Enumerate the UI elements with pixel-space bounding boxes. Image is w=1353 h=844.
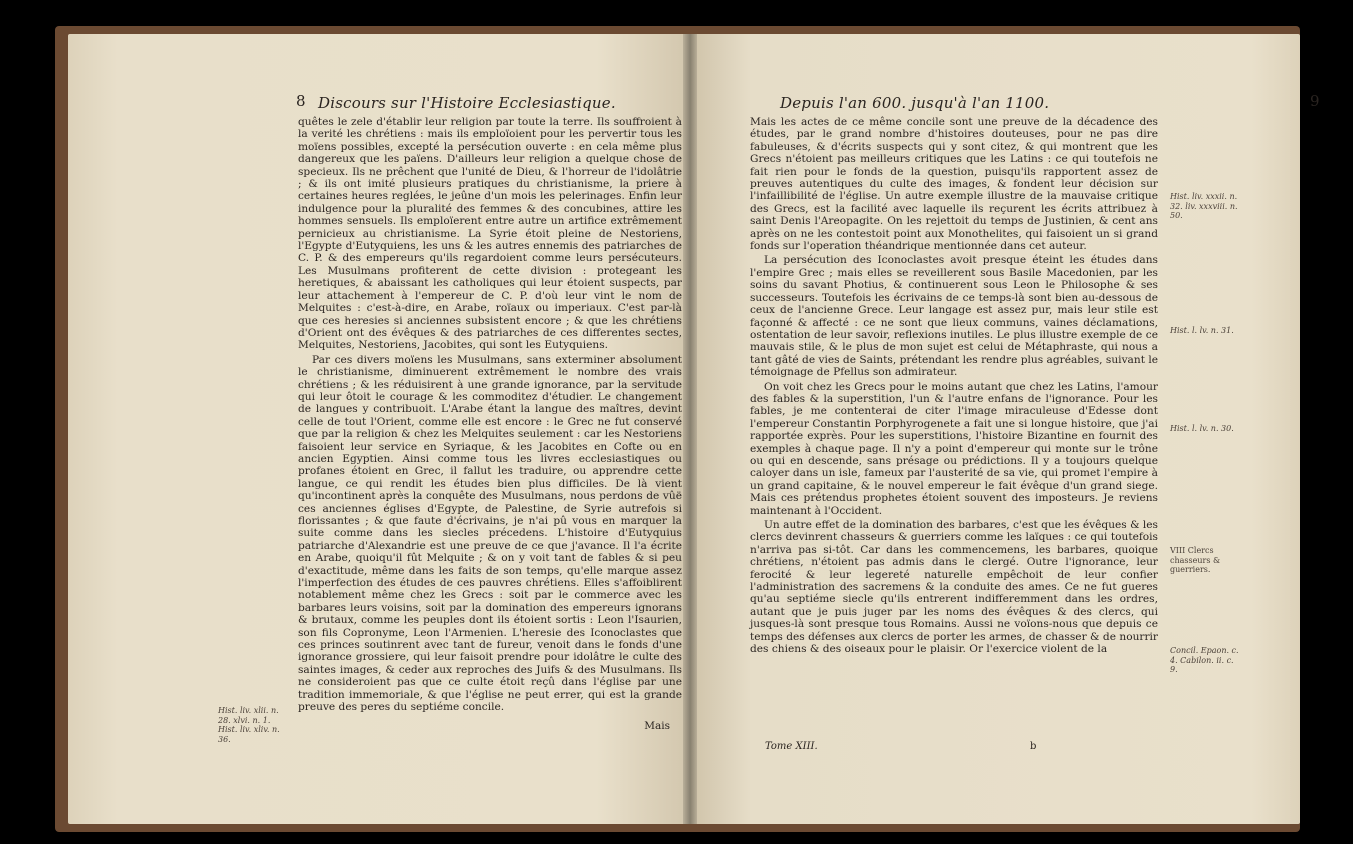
paragraph: On voit chez les Grecs pour le moins autant que chez les Latins, l'amour des fables & la superstition, l'un & l'autre enfans de l'ignorance. Pour les fables, je me contenterai de citer l'image miraculeuse d'Edesse dont l'empereur Constantin Porphyrogenete a fait une si longue histoire, que j'ai rapportée exprès. Pour les superstitions, l'histoire Bizantine en fournit des exemples à chaque page. Il n'y a point d'empereur qui monte sur le trône ou qui en descende, sans présage ou prédictions. Il y a toujours quelque caloyer dans un isle, fameux par l'austerité de sa vie, qui promet l'empire à un grand capitaine, & le nouvel empereur le fait évêque d'un grand siege. Mais ces prétendus prophetes étoient souvent des imposteurs. Je reviens maintenant à l'Occident. — [750, 380, 1158, 517]
paragraph: quêtes le zele d'établir leur religion par toute la terre. Ils souffroient à la verité les chrétiens : mais ils emploïoient pour les pervertir tous les moïens possibles, excepté la persécution ouverte : en cela même plus dangereux que les païens. D'ailleurs leur religion a quelque chose de specieux. Ils ne prêchent que l'unité de Dieu, & l'horreur de l'idolâtrie ; & ils ont imité plusieurs pratiques du christianisme, la priere à certaines heures reglées, le jeûne d'un mois les pelerinages. Enfin leur indulgence pour la pluralité des femmes & des concubines, attire les hommes sensuels. Ils emploïerent entre autre un artifice extrêmement pernicieux au christianisme. La Syrie étoit pleine de Nestoriens, l'Egypte d'Eutyquiens, les uns & les autres ennemis des patriarches de C. P. & des empereurs qu'ils regardoient comme leurs persécuteurs. Les Musulmans profiterent de cette division : protegeant les heretiques, & abaissant les catholiques qui leur étoient suspects, par leur attachement à l'empereur de C. P. d'où leur vint le nom de Melquites : c'est-à-dire, en Arabe, roïaux ou imperiaux. C'est par-là que ces heresies si anciennes subsistent encore ; & que les chrétiens d'Orient ont des évêques & des patriarches de ces differentes sectes, Melquites, Nestoriens, Jacobites, qui sont les Eutyquiens. — [298, 116, 682, 352]
page-number: 8 — [296, 92, 306, 110]
body-text — [298, 116, 682, 716]
catchword: Mais — [644, 720, 670, 732]
volume-label: Tome XIII. — [765, 741, 818, 752]
margin-note: Hist. l. lv. n. 31. — [1170, 326, 1234, 335]
margin-note: Hist. liv. xxxii. n. 32. liv. xxxviii. n. 50. — [1170, 192, 1238, 220]
book-gutter — [683, 34, 697, 824]
running-head: Discours sur l'Histoire Ecclesiastique. — [318, 94, 616, 112]
signature-mark: b — [1030, 741, 1037, 752]
paragraph: La persécution des Iconoclastes avoit presque éteint les études dans l'empire Grec ; mais elles se reveillerent sous Basile Macedonien, par les soins du savant Photius, & continuerent sous Leon le Philosophe & ses successeurs. Toutefois les écrivains de ce temps-là sont bien au-dessous de ceux de l'ancienne Grece. Leur langage est assez pur, mais leur stile est façonné & affecté : ce ne sont que lieux communs, vaines déclamations, ostentation de leur savoir, reflexions inutiles. Le plus illustre exemple de ce mauvais stile, & le plus de mon sujet est celui de Métaphraste, qui nous a tant gâté de vies de Saints, prétendant les rendre plus agréables, suivant le témoignage de Pfellus son admirateur. — [750, 254, 1158, 379]
margin-note: Concil. Epaon. c. 4. Cabilon. ii. c. 9. — [1170, 646, 1239, 674]
paragraph: Un autre effet de la domination des barbares, c'est que les évêques & les clercs devinrent chasseurs & guerriers comme les laïques : ce qui toutefois n'arriva pas si-tôt. Car dans les commencemens, les barbares, quoique chrétiens, n'étoient pas admis dans le clergé. Outre l'ignorance, leur ferocité & leur legereté naturelle empêchoit de leur confier l'administration des sacremens & la conduite des ames. Ce ne fut gueres qu'au septiéme siecle qu'ils entrerent indifferemment dans les ordres, autant que je puis juger par les noms des évêques & des clercs, qui jusques-là sont presque tous Romains. Aussi ne voïons-nous que depuis ce temps des défenses aux clercs de porter les armes, de chasser & de nourrir des chiens & des oiseaux pour le plaisir. Or l'exercice violent de la — [750, 519, 1158, 656]
body-text — [750, 116, 1158, 657]
margin-note: Hist. l. lv. n. 30. — [1170, 424, 1234, 433]
paragraph: Par ces divers moïens les Musulmans, sans exterminer absolument le christianisme, diminuerent extrêmement le nombre des vrais chrétiens ; & les réduisirent à une grande ignorance, par la servitude qui leur ôtoit le courage & les commoditez d'étudier. Le changement de langues y contribuoit. L'Arabe étant la langue des maîtres, devint celle de tout l'Orient, comme elle est encore : le Grec ne fut conservé que par la religion & chez les Melquites seulement : car les Nestoriens faisoient leur service en Syriaque, & les Jacobites en Cofte ou en ancien Egyptien. Ainsi comme tous les livres ecclesiastiques ou profanes étoient en Grec, il fallut les traduire, ou apprendre cette langue, ce qui rendit les études bien plus difficiles. De là vient qu'incontinent après la conquête des Musulmans, nous perdons de vûë ces anciennes églises d'Egypte, de Palestine, de Syrie autrefois si florissantes ; & que faute d'écrivains, je n'ai pû vous en marquer la suite comme dans les siecles précedens. L'histoire d'Eutyquius patriarche d'Alexandrie est une preuve de ce que j'avance. Il l'a écrite en Arabe, quoiqu'il fût Melquite ; & on y voit tant de fables & si peu d'exactitude, même dans les faits de son temps, qu'elle marque assez l'imperfection des études de ces pauvres chrétiens. Elles s'affoiblirent notablement même chez les Grecs : soit par le commerce avec les barbares leurs voisins, soit par la domination des empereurs ignorans & brutaux, comme les peuples dont ils étoient sortis : Leon l'Isaurien, son fils Copronyme, Leon l'Armenien. L'heresie des Iconoclastes que ces princes soutinrent avec tant de fureur, venoit dans le fonds d'une ignorance grossiere, qui leur faisoit prendre pour idolâtre le culte des saintes images, & ceder aux reproches des Juifs & des Musulmans. Ils ne consideroient pas que ce culte étoit reçû dans l'église par une tradition immemoriale, & que l'église ne peut errer, qui est la grande preuve des peres du septiéme concile. — [298, 353, 682, 714]
left-page — [68, 34, 690, 824]
right-page — [690, 34, 1320, 824]
margin-note: Hist. liv. xlii. n. 28. xlvi. n. 1. Hist. liv. xliv. n. 36. — [218, 706, 280, 744]
page-number: 9 — [1310, 92, 1320, 110]
margin-note: VIII Clercs chasseurs & guerriers. — [1170, 546, 1221, 574]
running-head: Depuis l'an 600. jusqu'à l'an 1100. — [780, 94, 1050, 112]
paragraph: Mais les actes de ce même concile sont une preuve de la décadence des études, par le grand nombre d'histoires douteuses, pour ne pas dire fabuleuses, & d'écrits suspects qui y sont citez, & qui montrent que les Grecs n'étoient pas meilleurs critiques que les Latins : ce qui toutefois ne fait rien pour le fonds de la question, puisqu'ils rapportent assez de preuves autentiques du culte des images, & fondent leur décision sur l'infaillibilité de l'église. Un autre exemple illustre de la mauvaise critique des Grecs, est la facilité avec laquelle ils reçurent les écrits attribuez à saint Denis l'Areopagite. On les rejettoit du temps de Justinien, & cent ans après on ne les contestoit point aux Monothelites, qui faisoient un si grand fonds sur l'operation théandrique mentionnée dans cet auteur. — [750, 116, 1158, 253]
